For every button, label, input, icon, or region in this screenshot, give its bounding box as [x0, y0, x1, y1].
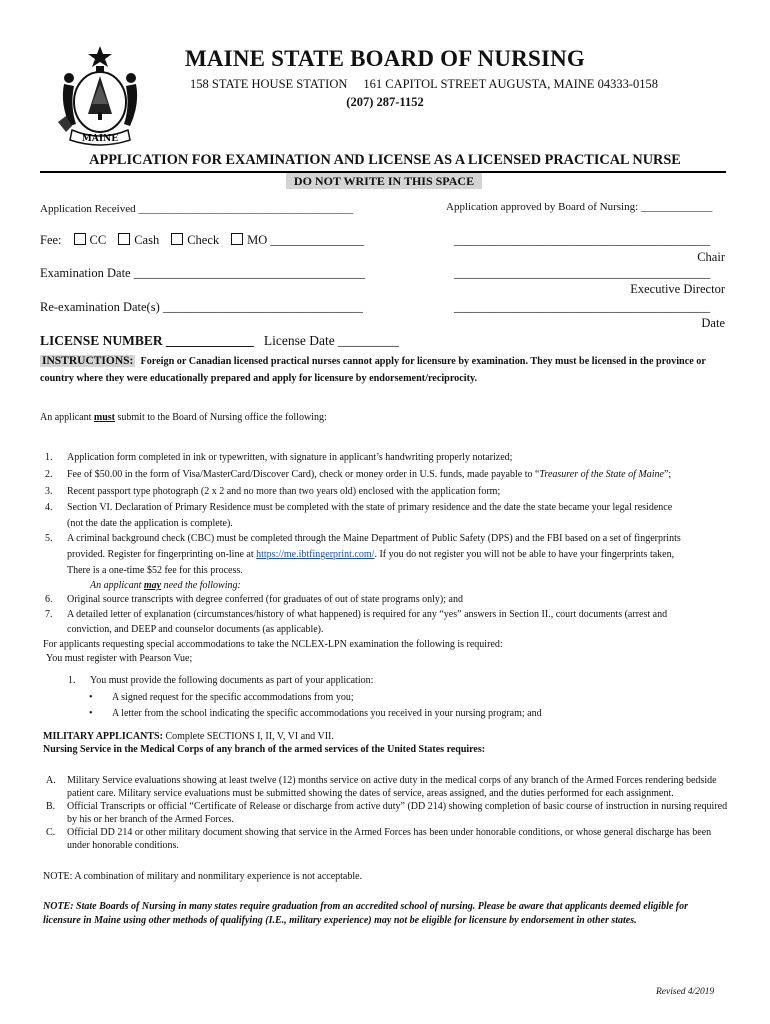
instructions-block — [40, 353, 730, 387]
executive-director-label: Executive Director — [630, 282, 725, 296]
must-submit-line: An applicant must submit to the Board of Nursing office the following: — [40, 412, 327, 423]
instructions-line-1: Foreign or Canadian licensed practical nurses cannot apply for licensure by examination. They must be licensed in the province or — [140, 356, 706, 367]
may-need-line: An applicant may need the following: — [90, 580, 241, 591]
application-received-field[interactable]: Application Received _______________________________________ — [40, 203, 353, 215]
accommodations-intro: For applicants requesting special accommodations to take the NCLEX-LPN examination the following is required: — [43, 639, 503, 650]
license-date-field[interactable]: License Date _________ — [263, 333, 399, 348]
board-title: MAINE STATE BOARD OF NURSING — [184, 46, 586, 71]
list-item-continuation: There is a one-time $52 fee for this process. — [67, 565, 243, 576]
application-title: APPLICATION FOR EXAMINATION AND LICENSE AS A LICENSED PRACTICAL NURSE — [89, 152, 681, 168]
list-item-continuation: (not the date the application is complete). — [67, 518, 233, 529]
license-row — [40, 333, 399, 349]
fee-check-checkbox[interactable] — [171, 233, 183, 245]
military-heading: Nursing Service in the Medical Corps of any branch of the armed services of the United States requires: — [43, 744, 486, 755]
chair-label: Chair — [697, 250, 725, 264]
final-note-line-2: licensure in Maine using other methods of qualifying (I.E., military experience) may not be eligible for licensure by endorsement in other states. — [43, 915, 637, 926]
license-number-field[interactable]: LICENSE NUMBER _____________ — [40, 333, 254, 348]
fee-cc-label: CC — [89, 233, 107, 247]
list-item-continuation: under honorable conditions. — [67, 840, 179, 851]
instructions-tag: INSTRUCTIONS: — [42, 355, 134, 367]
fee-mo-checkbox[interactable] — [231, 233, 243, 245]
fee-mo-field[interactable]: MO _______________ — [247, 233, 365, 247]
pearson-vue-line: You must register with Pearson Vue; — [46, 653, 193, 664]
board-phone: (207) 287-1152 — [346, 95, 424, 109]
list-item-continuation: patient care. Military service evaluations must be submitted showing the dates of service, areas assigned, and the duties performed for each assignment. — [67, 788, 674, 799]
reexamination-date-field[interactable]: Re-examination Date(s) ________________________________ — [40, 300, 363, 314]
examination-date-field[interactable]: Examination Date _____________________________________ — [40, 266, 365, 280]
board-address — [190, 77, 710, 92]
address-line-2: 161 CAPITOL STREET AUGUSTA, MAINE 04333-0158 — [363, 77, 658, 91]
may-word: may — [143, 580, 162, 591]
fee-check-label: Check — [187, 233, 220, 247]
maine-state-seal — [52, 44, 148, 148]
do-not-write-banner: DO NOT WRITE IN THIS SPACE — [286, 173, 482, 189]
fingerprint-link[interactable]: https://me.ibtfingerprint.com/ — [256, 549, 375, 560]
fee-label: Fee: — [40, 233, 62, 247]
director-signature-line[interactable]: _________________________________________ — [454, 266, 711, 280]
revised-date: Revised 4/2019 — [656, 987, 715, 997]
list-item-continuation: conviction, and DEEP and counselor documents (as applicable). — [67, 624, 324, 635]
fee-cash-label: Cash — [134, 233, 160, 247]
fee-cash-checkbox[interactable] — [118, 233, 130, 245]
approved-by-field[interactable]: Application approved by Board of Nursing: _____________ — [446, 201, 713, 213]
seal-banner-text: MAINE — [81, 134, 119, 144]
chair-signature-line[interactable]: _________________________________________ — [454, 233, 711, 247]
date-signature-line[interactable]: _________________________________________ — [454, 300, 711, 314]
must-word: must — [93, 412, 115, 423]
list-item-continuation: by his or her branch of the Armed Forces. — [67, 814, 234, 825]
military-note: NOTE: A combination of military and nonmilitary experience is not acceptable. — [43, 871, 363, 882]
instructions-line-2: country where they were educationally prepared and apply for licensure by endorsement/reciprocity. — [40, 373, 478, 384]
date-label: Date — [701, 316, 725, 330]
fee-row — [40, 233, 364, 248]
fee-cc-checkbox[interactable] — [74, 233, 86, 245]
list-item-continuation: provided. Register for fingerprinting on-line at https://me.ibtfingerprint.com/. If you do not register you will not be able to have your fingerprints taken, — [67, 549, 675, 560]
military-applicants-line: MILITARY APPLICANTS: Complete SECTIONS I, II, V, VI and VII. — [43, 731, 334, 742]
final-note-line-1: NOTE: State Boards of Nursing in many states require graduation from an accredited school of nursing. Please be aware that applicants deemed eligible for — [43, 901, 689, 912]
address-line-1: 158 STATE HOUSE STATION — [190, 77, 348, 91]
